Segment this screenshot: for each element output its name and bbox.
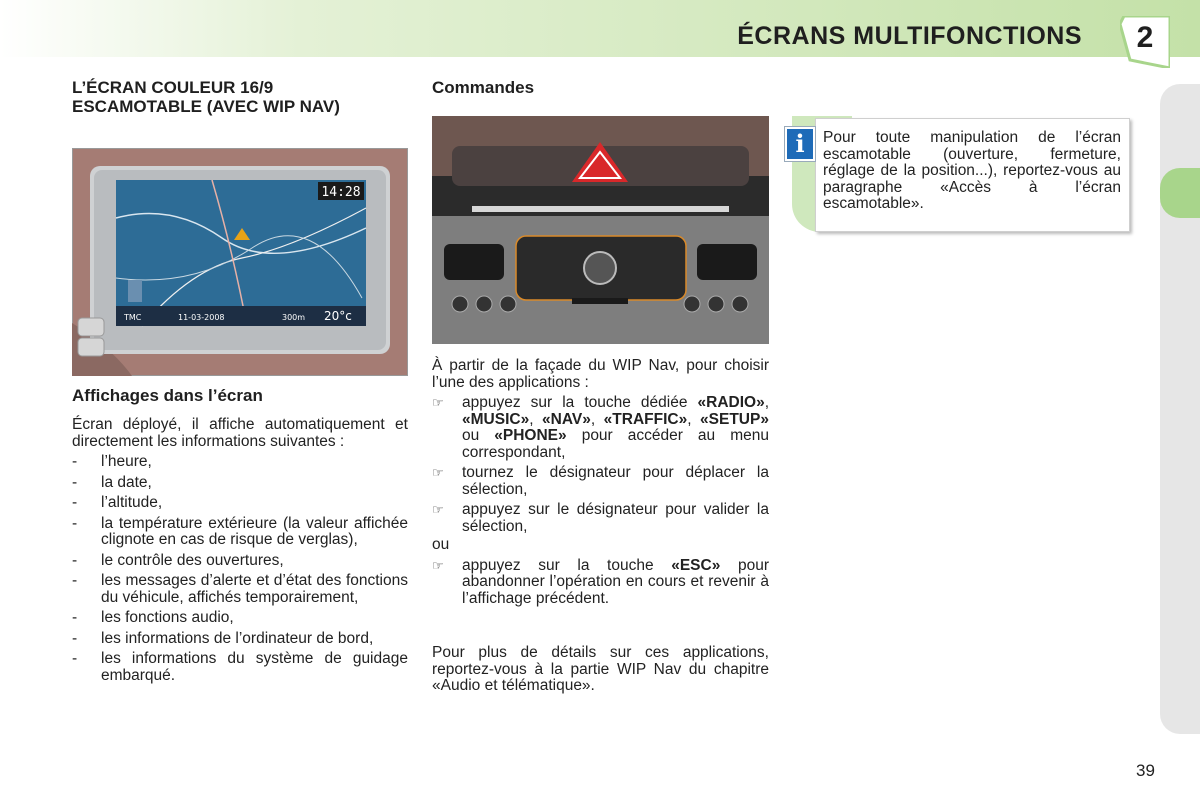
radio-key-label: «RADIO»: [697, 394, 765, 411]
setup-key-label: «SETUP»: [700, 410, 769, 428]
section-heading-commands: Commandes: [432, 78, 535, 97]
step-text: appuyez sur le désignateur pour valider la sélection,: [462, 501, 769, 535]
control-panel-photo: [432, 116, 769, 344]
intro-text: Écran déployé, il affiche automatiquement et directement les informations suivantes :: [72, 416, 408, 450]
page-title: ÉCRANS MULTIFONCTIONS: [737, 22, 1082, 50]
step-text: appuyez sur la touche: [462, 556, 672, 574]
step-text: tournez le désignateur pour déplacer la sélection,: [462, 464, 769, 498]
display-list-item: [72, 610, 408, 627]
traffic-key-label: «TRAFFIC»: [603, 410, 688, 428]
dash-bullet: -: [72, 514, 78, 532]
dash-bullet: -: [72, 572, 78, 589]
display-list-text: les fonctions audio,: [101, 609, 234, 626]
dash-bullet: -: [72, 609, 78, 626]
dash-bullet: -: [72, 551, 78, 569]
step-item: [432, 558, 769, 608]
phone-key-label: «PHONE»: [494, 427, 567, 444]
info-icon: i: [785, 127, 815, 161]
column-screen: [72, 78, 408, 116]
controls-steps: [432, 395, 769, 535]
sep: ,: [590, 410, 604, 428]
display-list-item: [72, 495, 408, 512]
selector-knob: [584, 252, 616, 284]
display-list-text: le contrôle des ouvertures,: [101, 551, 284, 569]
screen-altitude: 300m: [282, 313, 306, 322]
dash-bullet: -: [72, 473, 78, 491]
page-number: 39: [1136, 761, 1155, 780]
info-text: Pour toute manipulation de l’écran escamotable (ouverture, fermeture, réglage de la position...), reportez-vous au paragraphe «Accès à l’écran escamotable».: [823, 129, 1121, 212]
hand-icon: ☞: [432, 502, 444, 517]
screen-time: 14:28: [321, 185, 361, 200]
display-list-text: l’altitude,: [101, 494, 163, 511]
step-text: appuyez sur la touche dédiée: [462, 394, 698, 411]
step-item: [432, 395, 769, 461]
screen-button: [78, 318, 104, 336]
display-list-text: la température extérieure (la valeur affichée clignote en cas de risque de verglas),: [101, 514, 408, 548]
screen-photo: [72, 148, 408, 376]
screen-button: [78, 338, 104, 356]
display-list-item: [72, 475, 408, 492]
music-key-label: «MUSIC»: [462, 410, 530, 428]
hand-icon: ☞: [432, 395, 444, 410]
controls-steps-alt: [432, 558, 769, 608]
step-text: pour accéder au menu correspondant,: [462, 427, 769, 461]
nav-key-label: «NAV»: [542, 410, 591, 428]
dash-bullet: -: [72, 494, 78, 511]
screen-date: 11-03-2008: [178, 313, 225, 322]
controls-intro: À partir de la façade du WIP Nav, pour choisir l’une des applications :: [432, 357, 769, 391]
hand-icon: ☞: [432, 557, 444, 573]
column-screen-text: [72, 386, 408, 688]
display-list: [72, 454, 408, 684]
step-text: pour abandonner l’opération en cours et revenir à l’affichage précédent.: [462, 556, 769, 607]
sub-heading: Affichages dans l’écran: [72, 386, 263, 405]
column-controls-text: [432, 358, 769, 695]
step-item: [432, 502, 769, 535]
display-list-item: [72, 454, 408, 471]
display-list-text: les messages d’alerte et d’état des fonctions du véhicule, affichés temporairement,: [101, 572, 408, 606]
display-list-text: la date,: [101, 473, 152, 491]
controls-footer: Pour plus de détails sur ces applications, reportez-vous à la partie WIP Nav du chapitre «Audio et télématique».: [432, 644, 769, 694]
sep: ou: [462, 427, 495, 444]
sep: ,: [764, 394, 769, 411]
hand-icon: ☞: [432, 465, 444, 480]
step-item: [432, 465, 769, 498]
display-list-item: [72, 651, 408, 684]
display-list-text: les informations de l’ordinateur de bord,: [101, 629, 374, 647]
dash-bullet: -: [72, 453, 78, 470]
display-list-item: [72, 553, 408, 570]
screen-tmc: TMC: [124, 313, 142, 322]
map-widget-icon: [128, 280, 142, 302]
dash-bullet: -: [72, 629, 78, 647]
sep: ,: [529, 410, 543, 428]
heading-line-1: L’ÉCRAN COULEUR 16/9: [72, 78, 274, 97]
screen-temp: 20°c: [324, 309, 352, 323]
display-list-text: les informations du système de guidage embarqué.: [101, 650, 408, 684]
chapter-number: 2: [1136, 21, 1154, 54]
esc-key-label: «ESC»: [671, 556, 721, 574]
display-list-item: [72, 573, 408, 606]
side-chapter-marker: [1160, 168, 1200, 218]
sep: ,: [687, 410, 701, 428]
column-controls: [432, 78, 769, 97]
display-list-text: l’heure,: [101, 453, 152, 470]
or-text: ou: [432, 536, 450, 553]
display-list-item: [72, 516, 408, 549]
heading-line-2: ESCAMOTABLE (AVEC WIP NAV): [72, 97, 340, 116]
display-list-item: [72, 631, 408, 648]
section-heading: [72, 78, 408, 116]
dash-bullet: -: [72, 650, 78, 667]
